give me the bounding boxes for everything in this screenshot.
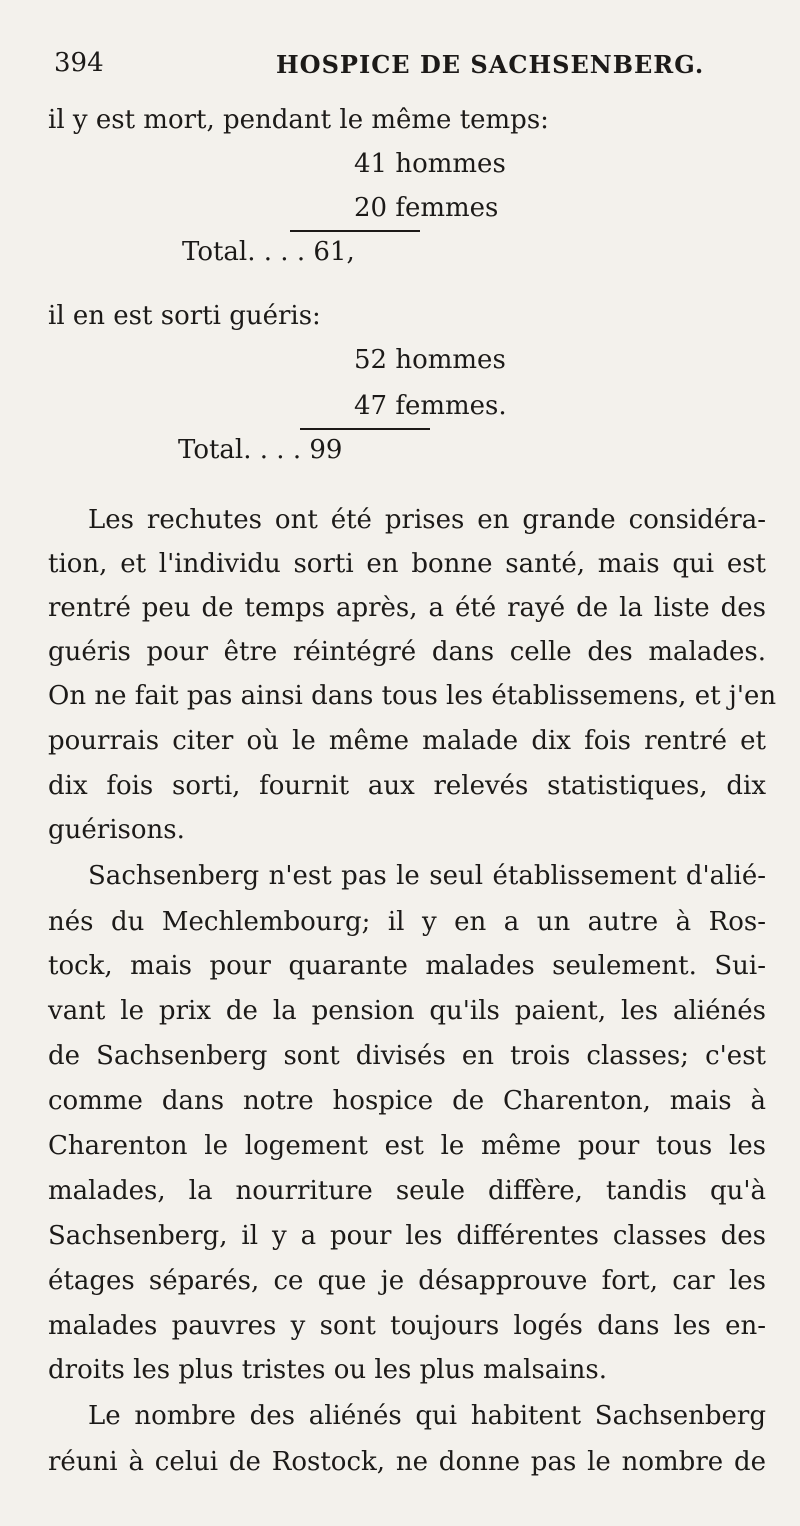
text-line: guérisons. [48, 815, 185, 845]
text-line: nés du Mechlembourg; il y en a un autre à Ros- [48, 907, 766, 937]
text-line: réuni à celui de Rostock, ne donne pas le nombre de [48, 1447, 766, 1477]
text-line: Charenton le logement est le même pour tous les [48, 1131, 766, 1161]
stats-intro-deaths: il y est mort, pendant le même temps: [48, 105, 549, 135]
sum-rule [290, 230, 420, 232]
text-line: de Sachsenberg sont divisés en trois classes; c'est [48, 1041, 766, 1071]
text-line: vant le prix de la pension qu'ils paient, les aliénés [48, 996, 766, 1026]
text-line: droits les plus tristes ou les plus malsains. [48, 1355, 607, 1385]
text-line: rentré peu de temps après, a été rayé de la liste des [48, 593, 766, 623]
text-line: malades pauvres y sont toujours logés dans les en- [48, 1311, 766, 1341]
text-line: malades, la nourriture seule diffère, tandis qu'à [48, 1176, 766, 1206]
stats-cured-women: 47 femmes. [354, 391, 507, 421]
text-line: Les rechutes ont été prises en grande considéra- [88, 505, 766, 535]
text-line: tock, mais pour quarante malades seulement. Sui- [48, 951, 766, 981]
page-number: 394 [54, 48, 104, 78]
stats-deaths-men: 41 hommes [354, 149, 506, 179]
stats-deaths-women: 20 femmes [354, 193, 499, 223]
text-line: comme dans notre hospice de Charenton, mais à [48, 1086, 766, 1116]
text-line: Le nombre des aliénés qui habitent Sachsenberg [88, 1401, 766, 1431]
page-header [46, 48, 766, 88]
sum-rule [300, 428, 430, 430]
text-line: étages séparés, ce que je désapprouve fort, car les [48, 1266, 766, 1296]
text-line: Sachsenberg n'est pas le seul établissement d'alié- [88, 861, 766, 891]
text-line: pourrais citer où le même malade dix fois rentré et [48, 726, 766, 756]
text-line: dix fois sorti, fournit aux relevés statistiques, dix [48, 771, 766, 801]
stats-intro-cured: il en est sorti guéris: [48, 301, 321, 331]
stats-cured-total: Total. . . . 99 [178, 435, 343, 465]
stats-cured-men: 52 hommes [354, 345, 506, 375]
text-line: tion, et l'individu sorti en bonne santé, mais qui est [48, 549, 766, 579]
text-line: On ne fait pas ainsi dans tous les établissemens, et j'en [48, 681, 777, 711]
running-title: HOSPICE DE SACHSENBERG. [276, 50, 705, 79]
stats-deaths-total: Total. . . . 61, [182, 237, 355, 267]
text-line: guéris pour être réintégré dans celle des malades. [48, 637, 766, 667]
text-line: Sachsenberg, il y a pour les différentes classes des [48, 1221, 766, 1251]
